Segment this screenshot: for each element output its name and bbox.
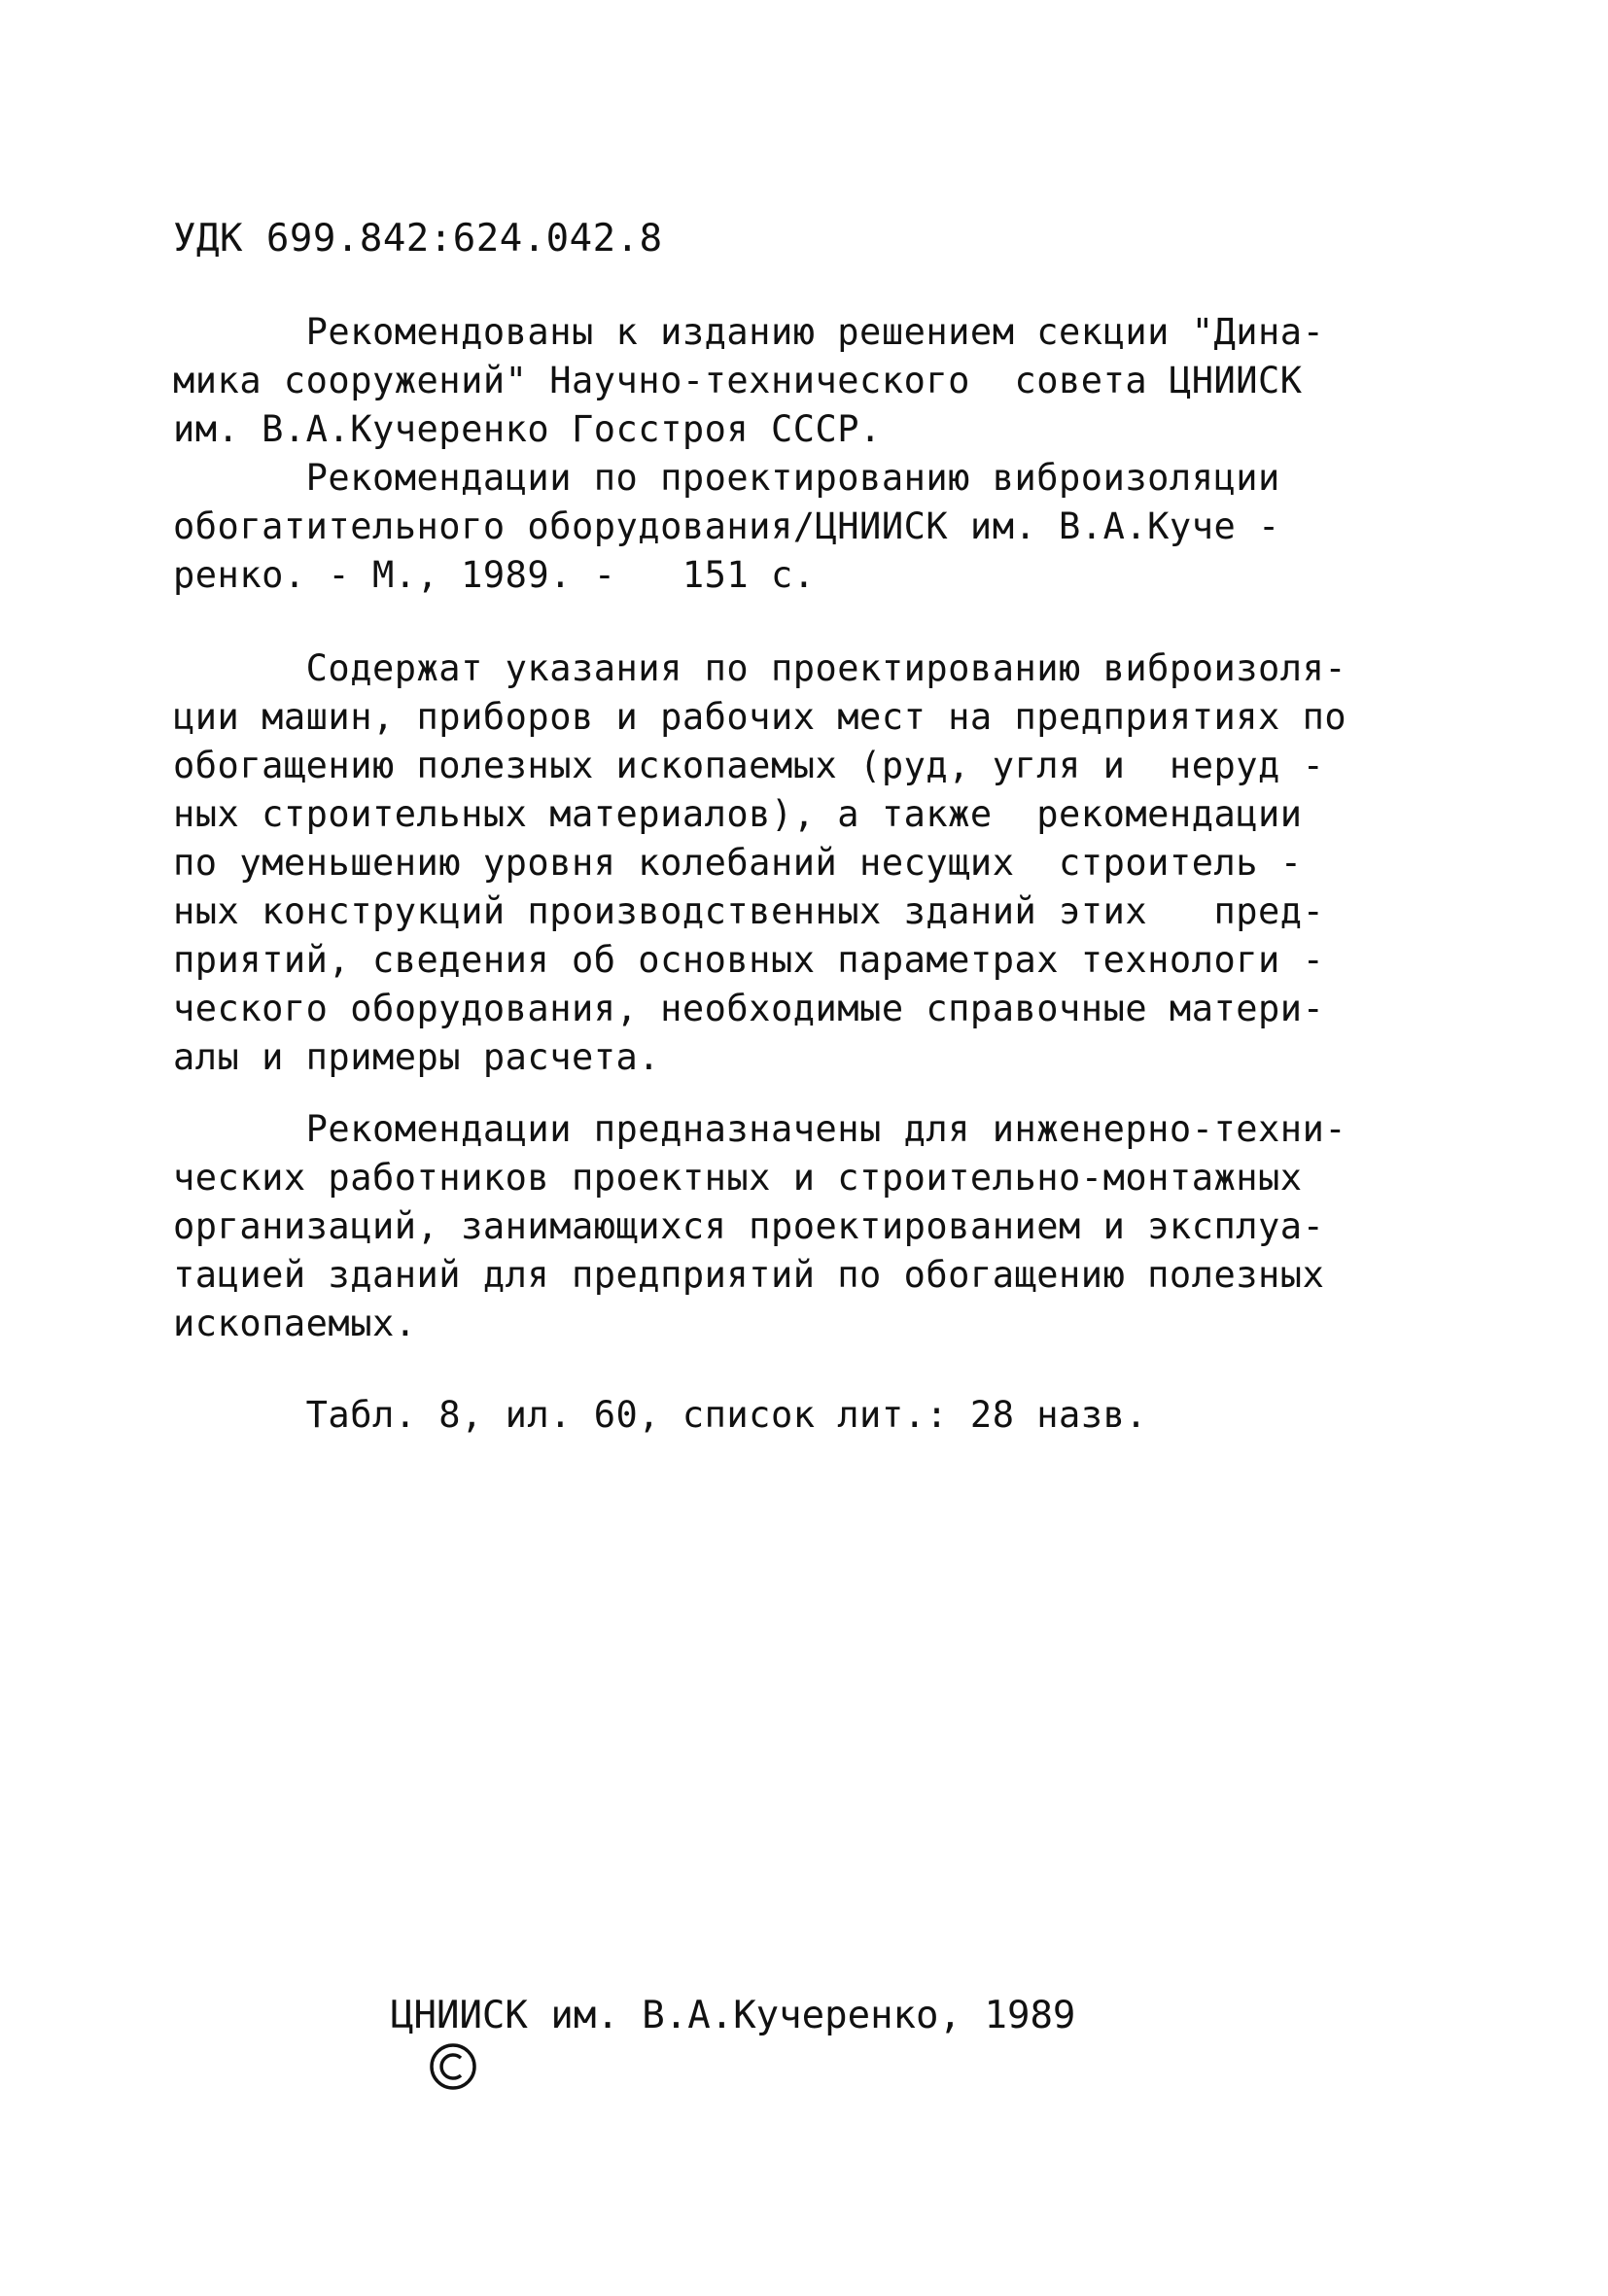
- summary-line: алы и примеры расчета.: [173, 1036, 661, 1078]
- summary-line: по уменьшению уровня колебаний несущих строитель -: [173, 842, 1303, 884]
- audience-line: тацией зданий для предприятий по обогащению полезных: [173, 1254, 1325, 1296]
- copyright-icon: [292, 1992, 340, 2040]
- audience-line: Рекомендации предназначены для инженерно-техни-: [173, 1108, 1347, 1150]
- bibliographic-line: обогатительного оборудования/ЦНИИСК им. В.А.Куче -: [173, 505, 1280, 547]
- summary-line: ции машин, приборов и рабочих мест на предприятиях по: [173, 696, 1347, 738]
- audience-line: организаций, занимающихся проектированием и эксплуа-: [173, 1205, 1325, 1247]
- recommended-line: им. В.А.Кучеренко Госстроя СССР.: [173, 408, 882, 450]
- stats-line: Табл. 8, ил. 60, список лит.: 28 назв.: [173, 1394, 1148, 1436]
- recommended-line: мика сооружений" Научно-технического совета ЦНИИСК: [173, 360, 1303, 401]
- copyright-notice: [292, 1991, 1075, 2041]
- audience-line: ископаемых.: [173, 1303, 417, 1344]
- summary-line: обогащению полезных ископаемых (руд, угля и неруд -: [173, 745, 1325, 786]
- udk-code: УДК 699.842:624.042.8: [173, 217, 663, 261]
- summary-line: Содержат указания по проектированию виброизоля-: [173, 647, 1347, 689]
- recommended-line: Рекомендованы к изданию решением секции "Дина-: [173, 311, 1325, 353]
- bibliographic-line: Рекомендации по проектированию виброизоляции: [173, 457, 1280, 499]
- bibliographic-line: ренко. - М., 1989. - 151 с.: [173, 554, 816, 596]
- copyright-text: ЦНИИСК им. В.А.Кучеренко, 1989: [391, 1994, 1076, 2037]
- summary-line: ческого оборудования, необходимые справочные матери-: [173, 988, 1325, 1029]
- audience-line: ческих работников проектных и строительно-монтажных: [173, 1157, 1303, 1199]
- summary-line: ных строительных материалов), а также рекомендации: [173, 793, 1303, 835]
- summary-line: приятий, сведения об основных параметрах технологи -: [173, 939, 1325, 981]
- summary-line: ных конструкций производственных зданий этих пред-: [173, 890, 1325, 932]
